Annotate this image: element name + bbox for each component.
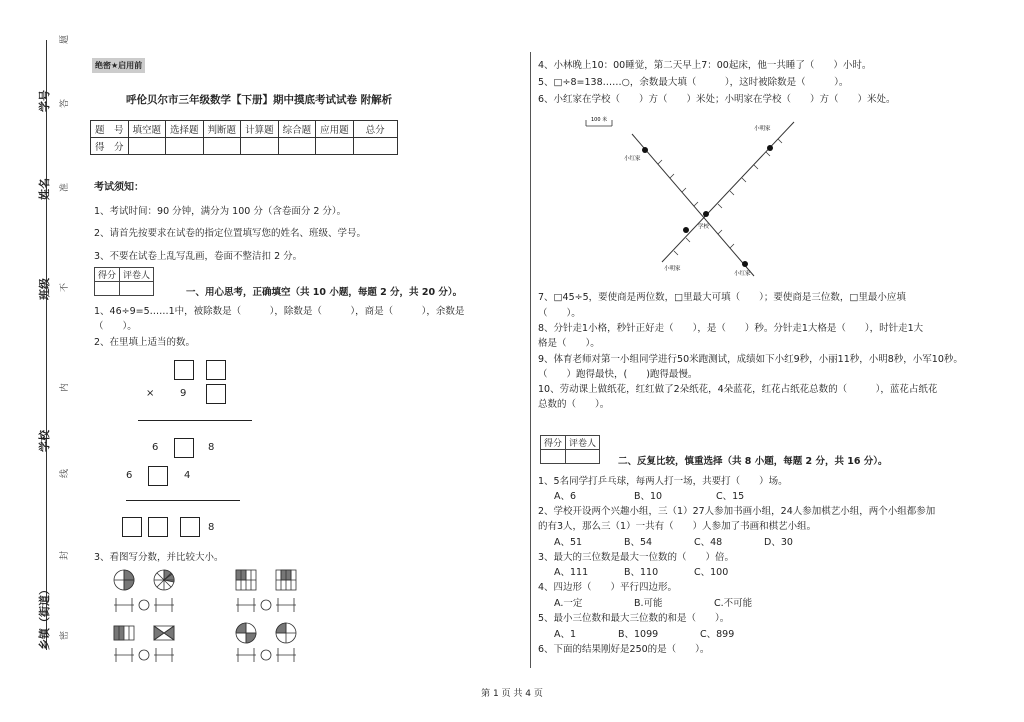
fraction-figures [106,568,326,668]
answer-box[interactable] [122,517,142,537]
column-divider [530,52,531,668]
seal-char: 内 [60,382,70,392]
school-marker [703,211,709,217]
choice-option[interactable]: C、48 [694,537,723,548]
score-table-cell: 填空题 [128,121,166,138]
xiaoming-lower-marker [683,227,689,233]
grader-box [94,267,154,296]
grader-score-cell[interactable] [541,450,566,464]
result-digit: 8 [208,522,215,533]
school-label: 学校 [698,224,710,230]
seal-char: 密 [60,630,70,640]
choice-option[interactable]: C、899 [700,629,735,640]
page-title: 呼伦贝尔市三年级数学【下册】期中摸底考试试卷 附解析 [126,94,393,106]
score-input-cell[interactable] [278,138,316,155]
score-table-cell: 总分 [353,121,397,138]
score-table-cell: 题 号 [91,121,129,138]
xiaoming-label: 小明家 [754,126,771,132]
seal-char: 线 [60,468,70,478]
score-table-cell: 得 分 [91,138,129,155]
score-input-cell[interactable] [166,138,204,155]
score-table-score-row [91,138,398,155]
grader-score-cell[interactable] [95,282,120,296]
partial-digit: 6 [126,470,133,481]
binding-line [46,40,47,650]
page-footer: 第 1 页 共 4 页 [481,689,543,699]
answer-box[interactable] [148,466,168,486]
choice-option[interactable]: A、111 [554,567,589,578]
seal-char: 答 [60,98,70,108]
choice-option[interactable]: B、1099 [618,629,659,640]
right-column [538,0,978,722]
answer-box[interactable] [148,517,168,537]
question-10: 10、劳动课上做纸花，红红做了2朵纸花，4朵蓝花，红花占纸花总数的（ ），蓝花占纸花 [538,384,938,395]
secret-stamp: 绝密★启用前 [92,58,145,73]
score-input-cell[interactable] [353,138,397,155]
partial-digit: 8 [208,442,215,453]
answer-box[interactable] [206,360,226,380]
student-id-label: 学号 [38,90,51,112]
grader-score-label: 得分 [95,268,120,282]
binding-margin [0,0,80,722]
note-item: 1、考试时间：90 分钟，满分为 100 分（含卷面分 2 分）。 [94,206,347,217]
seal-char: 封 [60,550,70,560]
town-label: 乡镇（街道） [38,584,51,650]
note-item: 3、不要在试卷上乱写乱画，卷面不整洁扣 2 分。 [94,251,303,262]
choice-option[interactable]: C、100 [694,567,729,578]
fraction-pair-grids [236,570,296,590]
xiaohong-home-marker [642,147,648,153]
question-3: 3、看图写分数，并比较大小。 [94,552,224,563]
direction-map [578,112,808,282]
answer-box[interactable] [206,384,226,404]
choice-option[interactable]: A、1 [554,629,577,640]
question-7: 7、□45÷5，要使商是两位数，□里最大可填（ ）；要使商是三位数，□里最小应填 [538,292,906,303]
seal-char: 准 [60,182,70,192]
choice-question-5: 5、最小三位数和最大三位数的和是（ ）。 [538,613,730,624]
xiaohong-lower-label: 小红家 [734,271,751,277]
choice-question-6: 6、下面的结果刚好是250的是（ ）。 [538,644,710,655]
question-10-cont: 总数的（ ）。 [538,399,610,410]
choice-option[interactable]: B、54 [624,537,653,548]
question-8: 8、分针走1小格，秒针正好走（ ），是（ ）秒。分针走1大格是（ ），时针走1大 [538,323,924,334]
xiaohong-label: 小红家 [624,156,641,162]
grader-reviewer-label: 评卷人 [120,268,154,282]
note-item: 2、请首先按要求在试卷的指定位置填写您的姓名、班级、学号。 [94,228,367,239]
answer-box[interactable] [174,360,194,380]
partial-digit: 6 [152,442,159,453]
choice-option[interactable]: A、51 [554,537,583,548]
choice-option[interactable]: A.一定 [554,598,583,609]
grader-reviewer-label: 评卷人 [566,436,600,450]
question-1-cont: （ ）。 [94,321,137,332]
question-2: 2、在里填上适当的数。 [94,337,196,348]
choice-option[interactable]: B、10 [634,491,663,502]
scale-label: 100 米 [591,117,608,123]
score-input-cell[interactable] [316,138,354,155]
xiaohong-lower-marker [742,261,748,267]
question-5: 5、□÷8=138……○，余数最大填（ ），这时被除数是（ ）。 [538,77,849,88]
choice-question-4: 4、四边形（ ）平行四边形。 [538,582,678,593]
road-ticks [658,139,782,255]
times-sign: × [146,388,155,399]
score-input-cell[interactable] [241,138,279,155]
section1-title: 一、用心思考，正确填空（共 10 小题，每题 2 分，共 20 分）。 [186,287,463,298]
grader-score-label: 得分 [541,436,566,450]
fraction-pair-disks [236,623,296,643]
score-table-cell: 应用题 [316,121,354,138]
choice-option[interactable]: C、15 [716,491,745,502]
choice-question-1: 1、5名同学打乒乓球，每两人打一场，共要打（ ）场。 [538,476,788,487]
question-9: 9、体育老师对第一小组同学进行50米跑测试，成绩如下小红9秒，小丽11秒，小明8秒，小军10秒。 [538,354,963,365]
question-6: 6、小红家在学校（ ）方（ ）米处；小明家在学校（ ）方（ ）米处。 [538,94,896,105]
answer-box[interactable] [180,517,200,537]
name-label: 姓名 [38,178,51,200]
rule-line [138,420,252,421]
score-input-cell[interactable] [128,138,166,155]
compare-slots [114,598,296,662]
score-table-cell: 判断题 [203,121,241,138]
score-table-cell: 计算题 [241,121,279,138]
fraction-pair-squares [114,626,174,640]
score-table-cell: 综合题 [278,121,316,138]
choice-option[interactable]: B.可能 [634,598,663,609]
question-1: 1、46÷9=5……1中，被除数是（ ），除数是（ ），商是（ ），余数是 [94,306,465,317]
rule-line [126,500,240,501]
choice-option[interactable]: C.不可能 [714,598,753,609]
choice-option[interactable]: D、30 [764,537,793,548]
score-table-cell: 选择题 [166,121,204,138]
notes-title: 考试须知： [94,182,144,193]
choice-option[interactable]: B、110 [624,567,659,578]
section2-title: 二、反复比较，慎重选择（共 8 小题，每题 2 分，共 16 分）。 [618,456,888,467]
left-column [86,0,526,722]
question-4: 4、小林晚上10：00睡觉，第二天早上7：00起床，他一共睡了（ ）小时。 [538,60,872,71]
grader-reviewer-cell[interactable] [566,450,600,464]
question-9-cont: （ ）跑得最快，( )跑得最慢。 [538,369,698,380]
grader-box [540,435,600,464]
question-8-cont: 格是（ ）。 [538,338,600,349]
score-table [90,120,398,155]
choice-question-2-cont: 的有3人，那么三（1）一共有（ ）人参加了书画和棋艺小组。 [538,521,817,532]
fraction-pair-circles [114,570,174,590]
choice-option[interactable]: A、6 [554,491,577,502]
partial-digit: 4 [184,470,191,481]
score-table-header-row [91,121,398,138]
seal-char: 不 [60,282,70,292]
grader-reviewer-cell[interactable] [120,282,154,296]
choice-question-2: 2、学校开设两个兴趣小组，三（1）27人参加书画小组，24人参加棋艺小组，两个小组都参加 [538,506,936,517]
multiplier-digit: 9 [180,388,187,399]
class-label: 班级 [38,278,51,300]
question-7-cont: （ ）。 [538,308,581,319]
choice-question-3: 3、最大的三位数是最大一位数的（ ）倍。 [538,552,735,563]
road-nw-se [632,134,754,276]
answer-box[interactable] [174,438,194,458]
score-input-cell[interactable] [203,138,241,155]
seal-char: 题 [60,34,70,44]
xiaoming-lower-label: 小明家 [664,266,681,272]
xiaoming-home-marker [767,145,773,151]
school-label: 学校 [38,430,51,452]
